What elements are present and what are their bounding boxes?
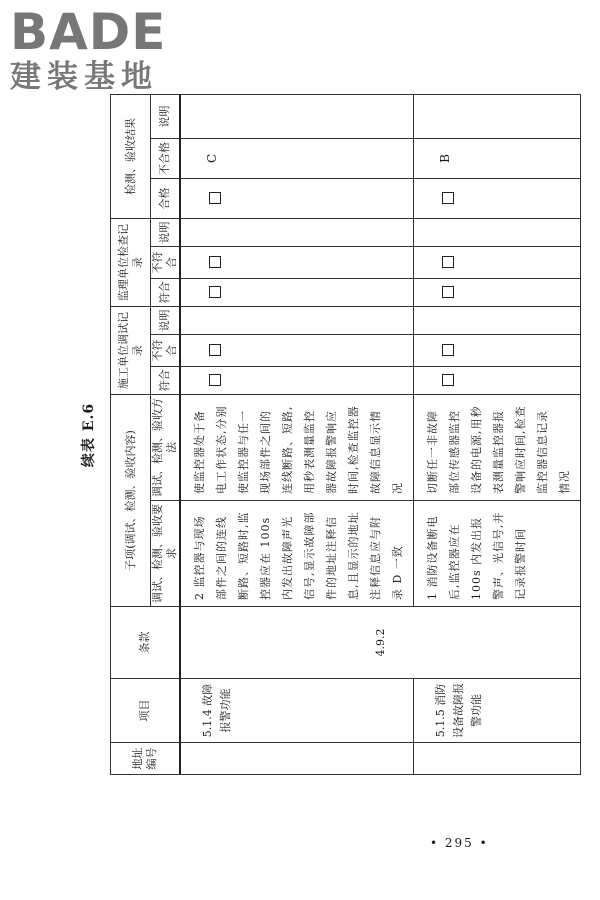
checkbox-icon — [442, 375, 454, 387]
header-address-code: 地址编号 — [111, 743, 181, 775]
checkbox-icon — [442, 256, 454, 268]
header-conform: 符合 — [151, 278, 181, 306]
header-clause: 条款 — [111, 607, 181, 679]
inspection-table — [110, 94, 581, 775]
table-row — [180, 94, 414, 774]
checkbox-icon — [209, 256, 221, 268]
item-cell: 5.1.4 故障报警功能 — [180, 679, 414, 743]
address-code-cell — [414, 743, 581, 775]
clause-cell: 4.9.2 — [180, 607, 581, 679]
checkbox-icon — [209, 286, 221, 298]
logo-chinese: 建装基地 — [10, 59, 158, 95]
header-sub-item: 子项(调试、检测、验收内容) — [111, 395, 151, 607]
logo-english: BADE — [10, 3, 167, 61]
method-cell: 使监控器处于备电工作状态,分别使监控器与任一现场部件之间的连线断路、短路,用秒表测量监控器故障报警响应时间,检查监控器故障信息显示情况 — [180, 395, 414, 501]
checkbox-icon — [442, 192, 454, 204]
header-note: 说明 — [151, 94, 181, 138]
header-item: 项目 — [111, 679, 181, 743]
header-note: 说明 — [151, 218, 181, 246]
item-cell: 5.1.5 消防设备故障报警功能 — [414, 679, 581, 743]
header-unqualified: 不合格 — [151, 138, 181, 178]
method-cell: 切断任一非故障部位传感器监控设备的电源,用秒表测量监控器报警响应时间,检查监控器信息记录情况 — [414, 395, 581, 501]
header-method: 调试、检测、验收方法 — [151, 395, 181, 501]
requirement-cell: 1 消防设备断电后,监控器应在 100s 内发出报警声、光信号,并记录报警时间 — [414, 501, 581, 607]
header-conform: 符合 — [151, 367, 181, 395]
checkbox-icon — [209, 375, 221, 387]
checkbox-icon — [442, 286, 454, 298]
checkbox-icon — [209, 192, 221, 204]
header-requirement: 调试、检测、验收要求 — [151, 501, 181, 607]
header-acceptance: 检测、验收结果 — [111, 94, 151, 218]
checkbox-icon — [209, 345, 221, 357]
logo — [10, 4, 180, 96]
grade-mark: C — [205, 153, 219, 164]
header-contractor: 施工单位调试记录 — [111, 306, 151, 394]
header-qualified: 合格 — [151, 178, 181, 218]
header-note: 说明 — [151, 306, 181, 334]
requirement-cell: 2 监控器与现场部件之间的连线断路、短路时,监控器应在 100s 内发出故障声光信号,显示故障部件的地址注释信息,且显示的地址注释信息应与附录 D 一致 — [180, 501, 414, 607]
table-title: 续表 E.6 — [81, 402, 97, 468]
grade-mark: B — [438, 154, 452, 163]
header-nonconform: 不符合 — [151, 246, 181, 278]
page-number: • 295 • — [430, 836, 489, 850]
header-supervisor: 监理单位检查记录 — [111, 218, 151, 306]
rotated-table-area — [81, 95, 571, 775]
address-code-cell — [180, 743, 414, 775]
header-nonconform: 不符合 — [151, 335, 181, 367]
checkbox-icon — [442, 345, 454, 357]
